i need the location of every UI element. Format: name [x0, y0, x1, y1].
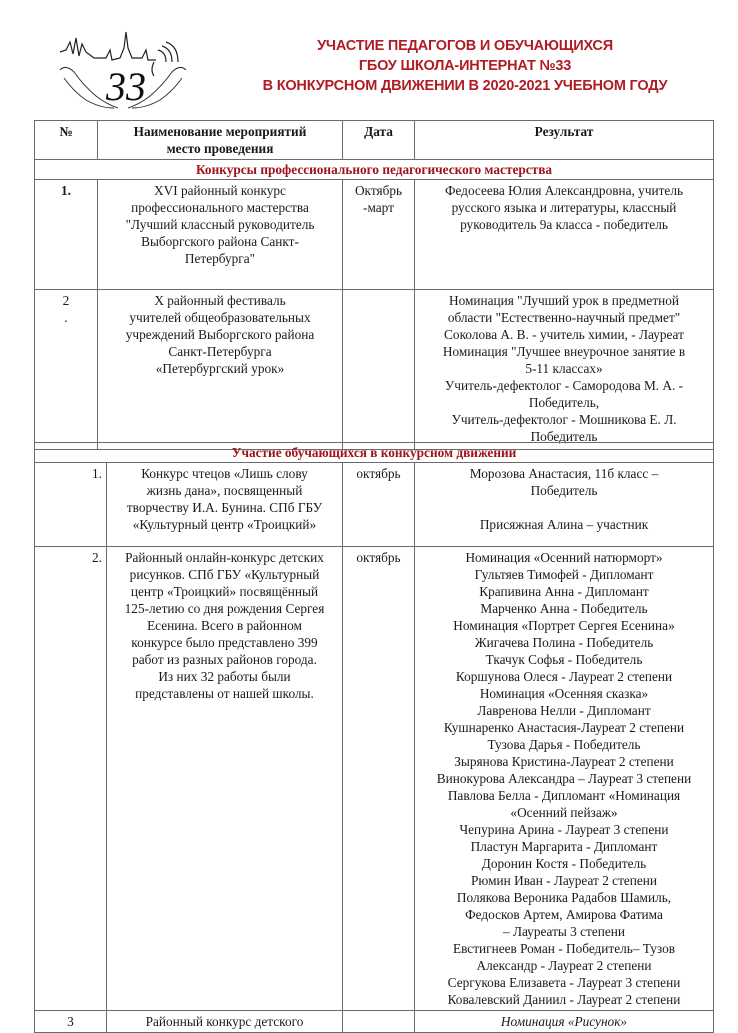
section-header-row [35, 443, 714, 463]
table-row [35, 1011, 714, 1033]
event-line: учреждений Выборгского района [125, 327, 315, 342]
result-line: Номинация «Портрет Сергея Есенина» [453, 618, 675, 633]
competition-table [34, 120, 714, 450]
event-line: «Культурный центр «Троицкий» [132, 517, 317, 532]
result-cell [415, 1011, 714, 1033]
col-number-header: № [35, 121, 98, 160]
result-line: Крапивина Анна - Дипломант [479, 584, 649, 599]
date-cell [343, 463, 415, 547]
result-line: «Осенний пейзаж» [510, 805, 618, 820]
result-line: Гультяев Тимофей - Дипломант [474, 567, 654, 582]
result-cell [415, 463, 714, 547]
event-cell [98, 290, 343, 450]
result-line: Лавренова Нелли - Дипломант [477, 703, 651, 718]
result-line: области "Естественно-научный предмет" [447, 310, 681, 325]
section-title: Конкурсы профессионального педагогического мастерства [35, 160, 714, 180]
row-number-line: 2 [62, 293, 70, 308]
event-line: работ из разных районов города. [132, 652, 317, 667]
event-line: рисунков. СПб ГБУ «Культурный [129, 567, 320, 582]
result-line: Полякова Вероника Радабов Шамиль, [456, 890, 672, 905]
result-line: Учитель-дефектолог - Самородова М. А. - [444, 378, 684, 393]
event-line: представлены от нашей школы. [135, 686, 314, 701]
date-cell [343, 1011, 415, 1033]
event-cell [107, 463, 343, 547]
date-line: октябрь [356, 550, 401, 565]
title-line-2: ГБОУ ШКОЛА-ИНТЕРНАТ №33 [358, 58, 572, 74]
result-line: Сергукова Елизавета - Лауреат 3 степени [447, 975, 681, 990]
event-line: Петербурга" [184, 251, 256, 266]
event-line: 125-летию со дня рождения Сергея [124, 601, 325, 616]
result-line: Номинация «Осенняя сказка» [479, 686, 649, 701]
table-row [35, 547, 714, 1011]
col-event-header-line: Наименование мероприятий [133, 124, 307, 139]
result-line: Присяжная Алина – участник [479, 517, 649, 532]
section-header-row [35, 160, 714, 180]
date-cell [343, 290, 415, 450]
event-line: Конкурс чтецов «Лишь слову [141, 466, 308, 481]
result-line: Кушнаренко Анастасия-Лауреат 2 степени [443, 720, 685, 735]
result-line: Номинация «Рисунок» [500, 1014, 628, 1029]
event-line: Из них 32 работы были [158, 669, 291, 684]
result-line: Победитель, [528, 395, 600, 410]
col-event-header [98, 121, 343, 160]
result-line: Пластун Маргарита - Дипломант [470, 839, 658, 854]
result-line: Жигачева Полина - Победитель [474, 635, 654, 650]
result-line: Победитель [530, 483, 598, 498]
col-result-header: Результат [415, 121, 714, 160]
date-line: октябрь [356, 466, 401, 481]
date-cell [343, 547, 415, 1011]
result-line: Номинация «Осенний натюрморт» [465, 550, 663, 565]
result-line: Федосеева Юлия Александровна, учитель [444, 183, 684, 198]
result-line: русского языка и литературы, классный [451, 200, 677, 215]
title-line-3: В КОНКУРСНОМ ДВИЖЕНИИ В 2020-2021 УЧЕБНОМ ГОДУ [262, 78, 668, 94]
result-line: Рюмин Иван - Лауреат 2 степени [470, 873, 658, 888]
title-line-1: УЧАСТИЕ ПЕДАГОГОВ И ОБУЧАЮЩИХСЯ [317, 38, 613, 54]
table-row [35, 290, 714, 450]
row-number: 1. [35, 180, 98, 290]
event-line: центр «Троицкий» посвящённый [130, 584, 319, 599]
event-line: профессионального мастерства [131, 200, 309, 215]
table-row [35, 180, 714, 290]
result-spacer [419, 499, 709, 516]
result-line: руководитель 9а класса - победитель [460, 217, 668, 232]
result-line: Александр - Лауреат 2 степени [476, 958, 652, 973]
event-line: X районный фестиваль [154, 293, 286, 308]
result-line: 5-11 классах» [525, 361, 603, 376]
result-line: Зырянова Кристина-Лауреат 2 степени [454, 754, 674, 769]
date-line: Октябрь [354, 183, 403, 198]
row-number: 3 [35, 1011, 107, 1033]
svg-text:33: 33 [106, 64, 146, 109]
table-row [35, 463, 714, 547]
event-line: Выборгского района Санкт- [141, 234, 299, 249]
result-line: Доронин Костя - Победитель [481, 856, 647, 871]
result-line: Соколова А. В. - учитель химии, - Лауреат [444, 327, 684, 342]
event-line: конкурсе было представлено 399 [131, 635, 318, 650]
event-line: учителей общеобразовательных [129, 310, 311, 325]
school-logo-icon [58, 30, 188, 110]
row-number: 2. [35, 547, 107, 1011]
result-line: Ковалевский Даниил - Лауреат 2 степени [447, 992, 681, 1007]
competition-table-students [34, 442, 714, 1033]
event-cell [107, 547, 343, 1011]
event-line: "Лучший классный руководитель [125, 217, 315, 232]
document-title [220, 36, 710, 96]
result-line: Номинация "Лучший урок в предметной [448, 293, 680, 308]
result-line: Чепурина Арина - Лауреат 3 степени [459, 822, 669, 837]
result-line: Номинация "Лучшее внеурочное занятие в [442, 344, 686, 359]
col-date-header: Дата [343, 121, 415, 160]
section-title: Участие обучающихся в конкурсном движении [35, 443, 714, 463]
result-line: – Лауреаты 3 степени [502, 924, 626, 939]
row-number [35, 290, 98, 450]
event-line: Районный конкурс детского [145, 1014, 304, 1029]
event-line: жизнь дана», посвященный [146, 483, 303, 498]
result-line: Морозова Анастасия, 11б класс – [469, 466, 659, 481]
date-line: -март [363, 200, 394, 215]
result-line: Коршунова Олеся - Лауреат 2 степени [455, 669, 673, 684]
result-line: Марченко Анна - Победитель [480, 601, 648, 616]
result-cell [415, 290, 714, 450]
event-line: XVI районный конкурс [154, 183, 286, 198]
result-line: Учитель-дефектолог - Мошникова Е. Л. [451, 412, 677, 427]
result-line: Федосков Артем, Амирова Фатима [465, 907, 663, 922]
table-header-row [35, 121, 714, 160]
result-line: Павлова Белла - Дипломант «Номинация [447, 788, 681, 803]
result-line: Победитель [530, 429, 598, 444]
event-line: творчеству И.А. Бунина. СПб ГБУ [126, 500, 323, 515]
result-line: Ткачук Софья - Победитель [485, 652, 643, 667]
event-line: Есенина. Всего в районном [147, 618, 302, 633]
event-line: Районный онлайн-конкурс детских [125, 550, 324, 565]
row-number-line: . [64, 310, 68, 325]
result-cell [415, 547, 714, 1011]
result-cell [415, 180, 714, 290]
result-line: Тузова Дарья - Победитель [487, 737, 641, 752]
col-event-header-line: место проведения [166, 141, 274, 156]
event-cell [107, 1011, 343, 1033]
row-number: 1. [35, 463, 107, 547]
result-line: Винокурова Александра – Лауреат 3 степени [436, 771, 692, 786]
event-cell [98, 180, 343, 290]
event-line: «Петербургский урок» [155, 361, 285, 376]
event-line: Санкт-Петербурга [168, 344, 272, 359]
result-line: Евстигнеев Роман - Победитель– Тузов [452, 941, 676, 956]
date-cell [343, 180, 415, 290]
